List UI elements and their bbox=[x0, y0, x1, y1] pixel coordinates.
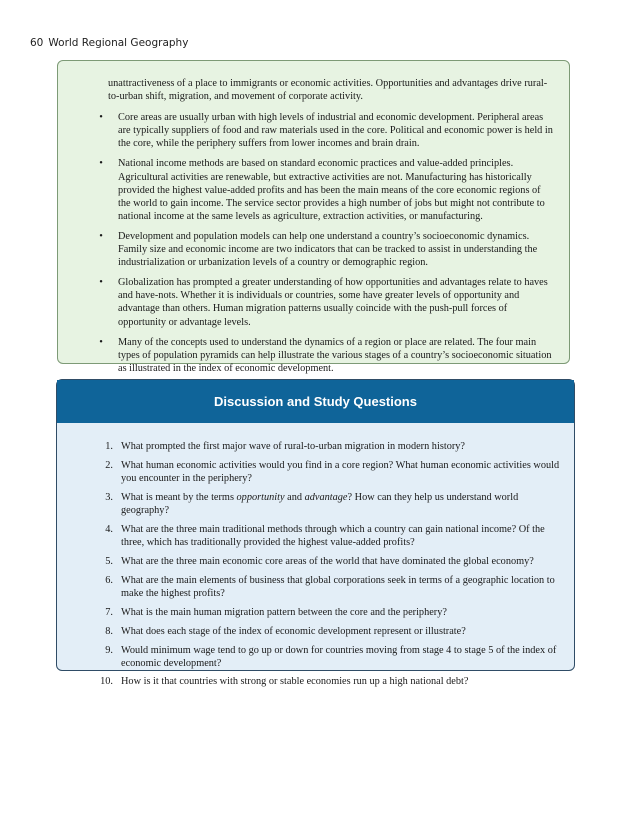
question-item bbox=[57, 574, 564, 600]
question-text-part: and bbox=[284, 491, 305, 503]
questions-box bbox=[56, 379, 575, 688]
bullet-icon: • bbox=[99, 336, 103, 348]
bullet-icon: • bbox=[99, 112, 103, 124]
question-text: What does each stage of the index of economic development represent or illustrate? bbox=[121, 625, 466, 637]
running-head bbox=[30, 37, 188, 49]
question-text: What is the main human migration pattern between the core and the periphery? bbox=[121, 606, 447, 618]
question-item bbox=[57, 644, 564, 670]
summary-bullet bbox=[99, 157, 555, 222]
question-text bbox=[121, 491, 564, 517]
question-text: What human economic activities would you find in a core region? What human economic activities would you encounter in the periphery? bbox=[121, 459, 560, 484]
questions-list bbox=[57, 423, 574, 689]
bullet-icon: • bbox=[99, 158, 103, 170]
bullet-icon: • bbox=[99, 277, 103, 289]
question-number: 2. bbox=[105, 459, 113, 471]
summary-bullet-text: Development and population models can help one understand a country’s socioeconomic dynamics. Family size and economic income are two indicators that can be tracked to assist in understanding the industrialization or urbanization levels of a country or demographic region. bbox=[118, 230, 538, 269]
question-item bbox=[57, 555, 564, 568]
summary-bullet-list bbox=[99, 111, 555, 375]
question-number: 4. bbox=[105, 523, 113, 535]
question-number: 10. bbox=[100, 676, 113, 688]
question-text-part: What is meant by the terms bbox=[121, 491, 237, 503]
question-item bbox=[57, 625, 564, 638]
summary-bullet-text: Core areas are usually urban with high levels of industrial and economic development. Peripheral areas are typically suppliers of food and raw materials used in the core. Political and economic power is held in the core, while the periphery suffers from lower incomes and brain drain. bbox=[118, 112, 553, 150]
summary-bullet-text: National income methods are based on standard economic practices and value-added principles. Agricultural activities are renewable, but extractive activities are not. Manufacturing has historically provided the highest value-added profits and has been the main means of the core economic regions of the world to gain income. The service sector provides a high number of jobs but might not contribute to national income at the same levels as agriculture, extraction activities, or manufacturing. bbox=[118, 158, 545, 222]
question-item bbox=[57, 675, 564, 688]
question-item bbox=[57, 523, 564, 549]
question-number: 6. bbox=[105, 574, 113, 586]
question-text: What prompted the first major wave of rural-to-urban migration in modern history? bbox=[121, 441, 465, 452]
question-number: 1. bbox=[105, 441, 113, 452]
term-advantage: advantage bbox=[304, 491, 348, 503]
question-text: What are the main elements of business that global corporations seek in terms of a geographic location to make the highest profits? bbox=[121, 574, 555, 599]
question-item bbox=[57, 606, 564, 619]
questions-title: Discussion and Study Questions bbox=[57, 380, 574, 423]
page-number: 60 bbox=[30, 37, 44, 49]
summary-intro: unattractiveness of a place to immigrants or economic activities. Opportunities and advantages drive rural-to-urban shift, migration, and movement of corporate activity. bbox=[108, 78, 548, 103]
question-text: Would minimum wage tend to go up or down for countries moving from stage 4 to stage 5 of the index of economic development? bbox=[121, 644, 557, 669]
term-opportunity: opportunity bbox=[236, 491, 285, 503]
summary-bullet bbox=[99, 111, 555, 150]
question-item bbox=[57, 459, 564, 485]
question-item bbox=[57, 491, 564, 517]
question-number: 7. bbox=[105, 606, 113, 618]
question-number: 9. bbox=[105, 644, 113, 656]
bullet-icon: • bbox=[99, 230, 103, 242]
book-title: World Regional Geography bbox=[48, 37, 189, 49]
question-number: 8. bbox=[105, 625, 113, 637]
question-text: What are the three main traditional methods through which a country can gain national income? Of the three, which has traditionally provided the highest value-added profits? bbox=[121, 523, 545, 548]
summary-box bbox=[57, 60, 570, 374]
question-text-part: ? How can they help us understand world geography? bbox=[121, 491, 519, 516]
summary-bullet bbox=[99, 230, 555, 269]
summary-bullet-text: Globalization has prompted a greater understanding of how opportunities and advantages relate to haves and have-nots. Whether it is individuals or countries, some have greater levels of opportunity and advantage than others. Human migration patterns usually coincide with the push-pull forces of opportunity or advantage levels. bbox=[118, 277, 548, 328]
question-number: 3. bbox=[105, 491, 113, 503]
question-text: How is it that countries with strong or stable economies run up a high national debt? bbox=[121, 676, 469, 688]
summary-bullet bbox=[99, 336, 555, 375]
question-number: 5. bbox=[105, 555, 113, 567]
question-text: What are the three main economic core areas of the world that have dominated the global economy? bbox=[121, 555, 534, 567]
question-item bbox=[57, 440, 564, 453]
summary-bullet-text: Many of the concepts used to understand the dynamics of a region or place are related. The four main types of population pyramids can help illustrate the various stages of a country’s socioeconomic situation as illustrated in the index of economic development. bbox=[118, 336, 552, 374]
summary-bullet bbox=[99, 276, 555, 328]
